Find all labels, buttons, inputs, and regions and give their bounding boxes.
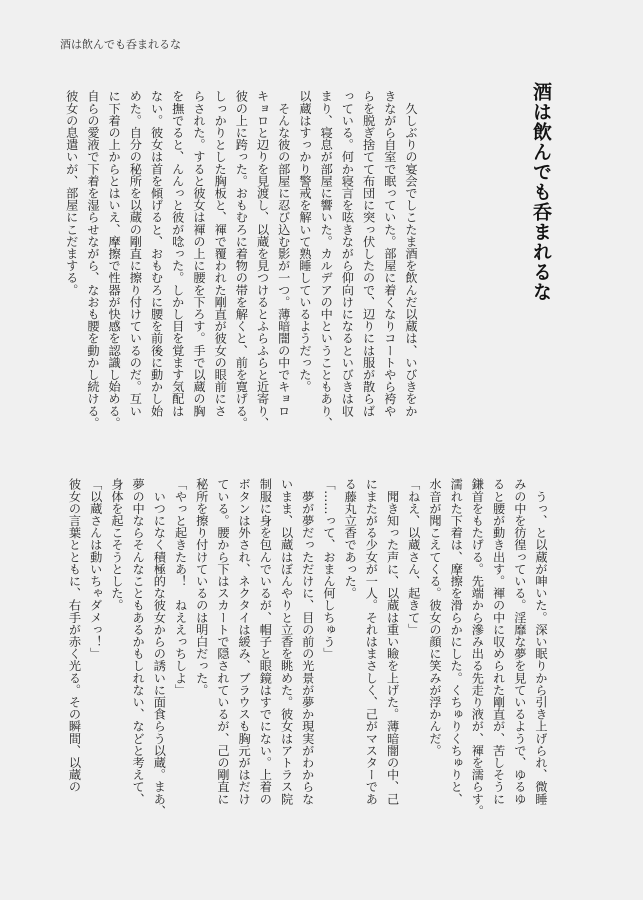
text-column: 鎌首をもたげる。先端から滲み出る先走り液が、褌を濡らす。 (470, 478, 485, 817)
text-column: きながら自室で眠っていた。部屋に着くなりコートやら袴や (382, 90, 397, 417)
text-column: 自らの愛液で下着を湿らせながら、なおも腰を動かし続ける。 (85, 90, 100, 429)
text-column: キョロと辺りを見渡し、以蔵を見つけるとふらふらと近寄り、 (255, 90, 270, 429)
text-column: 水音が聞こえてくる。彼女の顔に笑みが浮かんだ。 (427, 478, 442, 757)
text-column: を撫でると、んんっと彼が唸った。しかし目を覚ます気配は (170, 90, 185, 417)
text-column: ない。彼女は首を傾げると、おもむろに腰を前後に動かし始 (149, 90, 164, 417)
text-column: みの中を彷徨っている。淫靡な夢を見ているようで、ゆるゆ (512, 478, 527, 805)
text-column: 夢が夢だっただけに、目の前の光景が夢か現実がわからな (300, 478, 315, 805)
text-column: しっかりとした胸板と、褌で覆われた剛直が彼女の眼前にさ (213, 90, 228, 417)
story-title: 酒は飲んでも呑まれるな (530, 82, 552, 302)
text-column: めた。自分の秘所を以蔵の剛直に擦り付けているのだ。互い (128, 90, 143, 417)
text-column: らされた。すると彼女は褌の上に腰を下ろす。手で以蔵の胸 (191, 90, 206, 417)
text-column: 夢の中ならそんなこともあるかもしれない、などと考えて、 (131, 478, 146, 805)
text-column: 聞き知った声に、以蔵は重い瞼を上げた。薄暗闇の中、己 (385, 478, 400, 805)
text-column: に下着の上からとはいえ、摩擦で性器が快感を認識し始める。 (107, 90, 122, 429)
text-column: らを脱ぎ捨てて布団に突っ伏したので、辺りには服が散らば (361, 90, 376, 417)
text-column: 濡れた下着は、摩擦を滑らかにした。くちゅりくちゅりと、 (449, 478, 464, 805)
text-column: ている。腰から下はスカートで隠されているが、己の剛直に (215, 478, 230, 805)
text-column: る藤丸立香であった。 (343, 478, 358, 600)
text-column: いつになく積極的な彼女からの誘いに面食らう以蔵。まあ、 (152, 478, 167, 817)
text-column: 「……って、おまん何しちゅう」 (321, 478, 336, 660)
text-column: 彼女の言葉とともに、右手が赤く光る。その瞬間、以蔵の (67, 478, 82, 793)
upper-text-block (61, 90, 421, 430)
text-column: 彼女の息遣いが、部屋にこだまする。 (64, 90, 79, 296)
text-column: 制服に身を包んでいるが、帽子と眼鏡はすでにない。上着の (258, 478, 273, 805)
text-column: 以蔵はすっかり警戒を解いて熟睡しているようだった。 (297, 90, 312, 393)
text-column: 「以蔵さんは動いちゃダメっ！」 (88, 478, 103, 660)
text-column: にまたがる少女が一人。それはまさしく、己がマスターであ (364, 478, 379, 805)
text-column: 久しぶりの宴会でしこたま酒を飲んだ以蔵は、いびきをか (404, 90, 418, 417)
text-column: ると腰が動き出す。褌の中に収められた剛直が、苦しそうに (491, 478, 506, 805)
text-column: ボタンは外され、ネクタイは緩み、ブラウスも胸元がはだけ (237, 478, 252, 805)
lower-text-block (63, 478, 551, 818)
text-column: 「やっと起きたあ！ ねええっちしよ」 (173, 478, 188, 696)
text-column: まり、寝息が部屋に響いた。カルデアの中ということもあり、 (319, 90, 334, 429)
running-head: 酒は飲んでも呑まれるな (60, 38, 181, 51)
text-column: 身体を起こそうとした。 (109, 478, 124, 612)
text-column: 彼の上に跨った。おもむろに着物の帯を解くと、前を寛げる。 (234, 90, 249, 429)
text-column: いまま、以蔵はぼんやりと立香を眺めた。彼女はアトラス院 (279, 478, 294, 805)
text-column: そんな彼の部屋に忍び込む影が一つ。薄暗闇の中でキョロ (276, 90, 291, 417)
text-column: 「ねえ、以蔵さん、起きて」 (406, 478, 421, 636)
text-column: 秘所を擦り付けているのは明白だった。 (194, 478, 209, 696)
text-column: うっ、と以蔵が呻いた。深い眠りから引き上げられ、微睡 (534, 478, 548, 805)
text-column: っている。何か寝言を呟きながら仰向けになるといびきは収 (340, 90, 355, 417)
